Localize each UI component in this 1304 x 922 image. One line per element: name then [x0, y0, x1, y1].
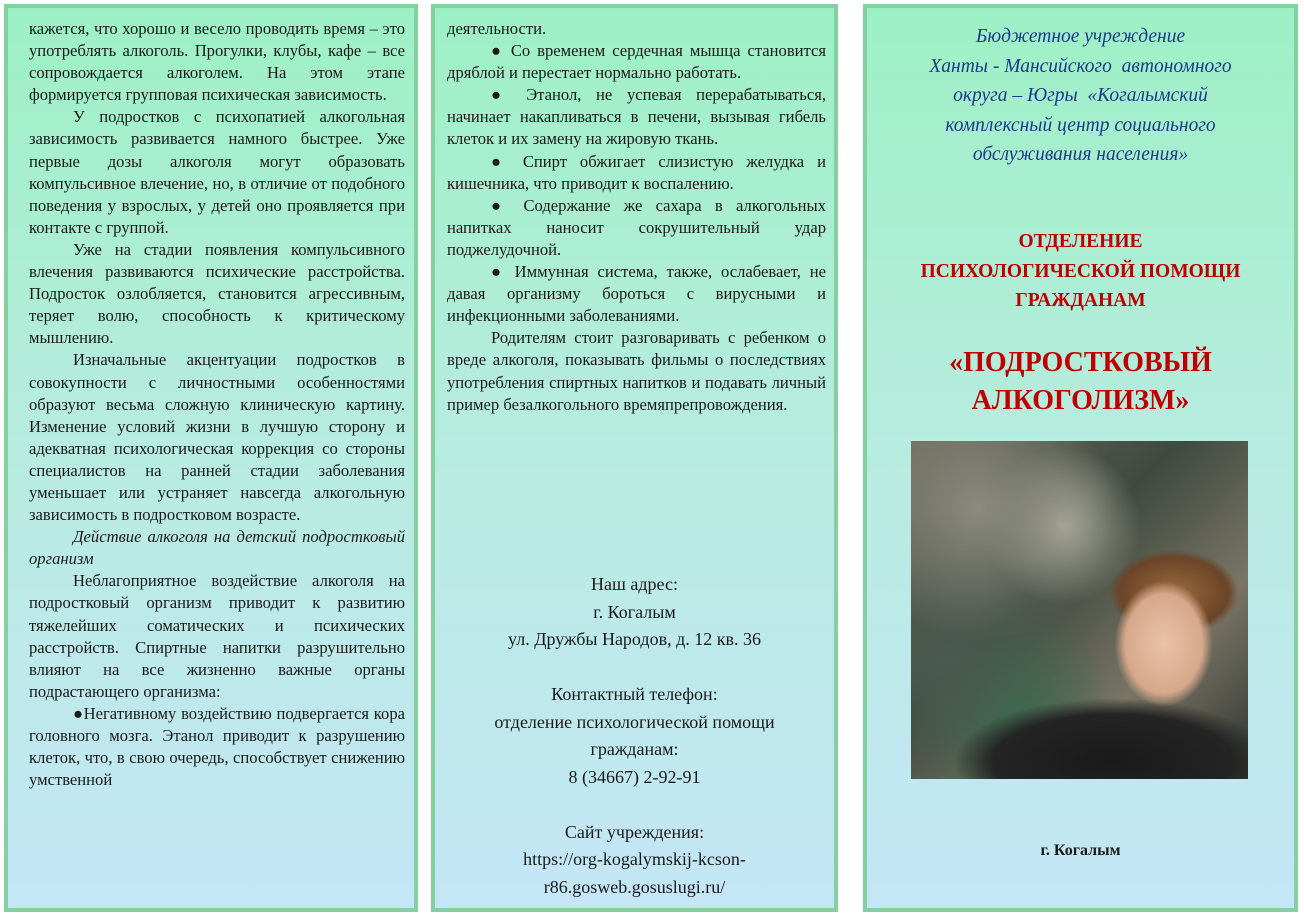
address-label: Наш адрес: [591, 574, 678, 594]
department-name [877, 227, 1284, 316]
site-url: https://org-kogalymskij-kcson- [523, 849, 746, 869]
org-line: Ханты - Мансийского автономного [929, 55, 1232, 77]
bullet-item [447, 84, 826, 150]
brochure-panel-left [4, 4, 418, 912]
bullet-icon: ● [491, 85, 512, 105]
bullet-text: Иммунная система, также, ослабевает, не давая организму бороться с вирусными и инфекционными заболеваниями. [447, 262, 826, 326]
bullet-item [447, 151, 826, 195]
bullet-item [447, 195, 826, 261]
address-street: ул. Дружбы Народов, д. 12 кв. 36 [508, 629, 761, 649]
bullet-item [447, 40, 826, 84]
bullet-item [29, 703, 405, 791]
paragraph: Уже на стадии появления компульсивного влечения развиваются психические расстройства. Подросток озлобляется, становится агрессивным, теряет волю, способность к критическому мышлению. [29, 239, 405, 348]
bullet-icon: ● [73, 703, 84, 723]
brochure-title [877, 344, 1284, 420]
bullet-text: Содержание же сахара в алкогольных напитках наносит сокрушительный удар поджелудочной. [447, 195, 826, 259]
title-line: «ПОДРОСТКОВЫЙ [949, 347, 1212, 378]
phone-department: отделение психологической помощи [494, 711, 775, 732]
bullet-text: Этанол, не успевая перерабатываться, начинает накапливаться в печени, вызывая гибель клеток и их замену на жировую ткань. [447, 85, 826, 149]
site-url: r86.gosweb.gosuslugi.ru/ [543, 876, 726, 897]
paragraph: Изначальные акцентуации подростков в совокупности с личностными особенностями образуют весьма сложную клиническую картину. Изменение условий жизни в лучшую сторону и адекватная психологическая коррекция со стороны специалистов на ранней стадии заболевания уменьшает или устраняет навсегда алкогольную зависимость в подростковом возрасте. [29, 350, 405, 525]
paragraph: кажется, что хорошо и весело проводить время – это употреблять алкоголь. Прогулки, клубы, кафе – все сопровождается алкоголем. На этом этапе формируется групповая психическая зависимость. [29, 19, 405, 105]
dept-line: ПСИХОЛОГИЧЕСКОЙ ПОМОЩИ [920, 260, 1241, 282]
bullet-icon: ● [491, 41, 504, 61]
paragraph: Родителям стоит разговаривать с ребенком о вреде алкоголя, показывать фильмы о последствиях употребления спиртных напитков и подавать личный пример безалкогольного времяпрепровождения. [447, 328, 826, 414]
address-city: г. Когалым [593, 601, 676, 622]
section-heading: Действие алкоголя на детский подростковый организм [29, 527, 405, 569]
phone-label: Контактный телефон: [551, 684, 718, 704]
bullet-item [447, 261, 826, 327]
city-name: г. Когалым [1040, 842, 1121, 859]
org-line: Бюджетное учреждение [975, 26, 1186, 47]
title-line: АЛКОГОЛИЗМ» [971, 385, 1190, 416]
organization-name [887, 22, 1274, 170]
bullet-text: Со временем сердечная мышца становится дряблой и перестает нормально работать. [447, 41, 826, 83]
phone-department: гражданам: [590, 739, 679, 759]
org-line: округа – Югры «Когалымский [953, 85, 1208, 106]
contact-block [435, 571, 834, 901]
brochure-panel-cover [863, 4, 1298, 912]
paragraph: Неблагоприятное воздействие алкоголя на подростковый организм приводит к развитию тяжелейших соматических и психических расстройств. Спиртные напитки разрушительно влияют на все жизненно важные органы подрастающего организма: [29, 571, 405, 701]
org-line: обслуживания населения» [972, 144, 1189, 165]
bullet-icon: ● [491, 195, 511, 215]
bullet-icon: ● [491, 151, 510, 171]
middle-column-text [447, 18, 826, 416]
bullet-text: Спирт обжигает слизистую желудка и кишечника, что приводит к воспалению. [447, 151, 826, 193]
bullet-text: Негативному воздействию подвергается кора головного мозга. Этанол приводит к разрушению клеток, что, в свою очередь, способствует снижению умственной [29, 703, 405, 790]
org-line: комплексный центр социального [945, 114, 1216, 136]
brochure-panel-middle [431, 4, 838, 912]
paragraph: У подростков с психопатией алкогольная зависимость развивается намного быстрее. Уже первые дозы алкоголя могут образовать компульсивное влечение, но, в отличие от подобного поведения у взрослых, у детей оно проявляется при контакте с группой. [29, 107, 405, 237]
left-column-text [29, 18, 405, 791]
phone-number: 8 (34667) 2-92-91 [568, 766, 701, 787]
paragraph: деятельности. [447, 19, 547, 38]
dept-line: ГРАЖДАНАМ [1015, 290, 1146, 311]
bullet-icon: ● [491, 262, 506, 282]
dept-line: ОТДЕЛЕНИЕ [1018, 231, 1143, 252]
cover-photo [911, 441, 1248, 779]
site-label: Сайт учреждения: [564, 821, 705, 842]
